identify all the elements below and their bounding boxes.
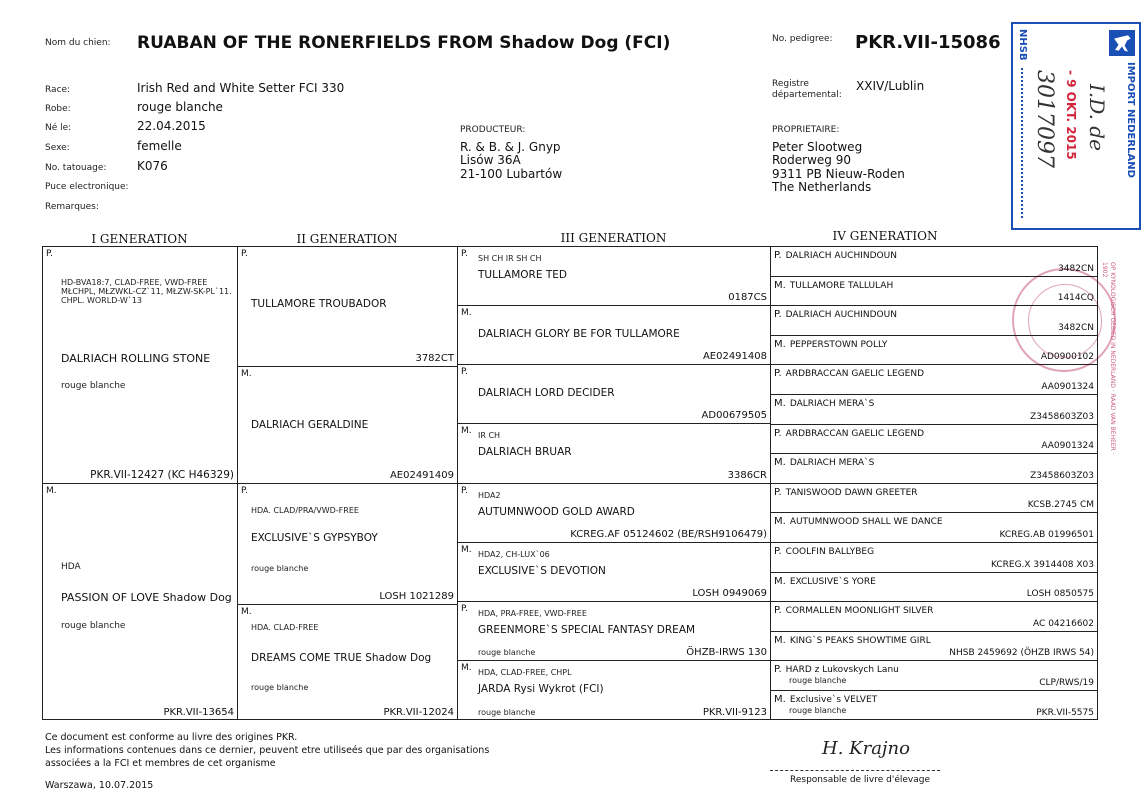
ancestor-registration: AD0900102 bbox=[1040, 352, 1094, 363]
ancestor-name: TULLAMORE TROUBADOR bbox=[251, 298, 387, 310]
place-date: Warszawa, 10.07.2015 bbox=[45, 780, 154, 791]
stamp-prefix: NHSB bbox=[1017, 29, 1028, 61]
ancestor-cell-gen3 bbox=[458, 365, 771, 424]
ancestor-cell-gen4 bbox=[771, 543, 1097, 573]
field-value: 22.04.2015 bbox=[137, 119, 206, 133]
ancestor-name: GREENMORE`S SPECIAL FANTASY DREAM bbox=[478, 624, 696, 636]
sex-marker: M. bbox=[46, 486, 57, 496]
ancestor-name: TULLAMORE TED bbox=[478, 269, 567, 281]
stamp-number-line bbox=[1021, 68, 1023, 218]
signature-caption: Responsable de livre d'élevage bbox=[790, 775, 931, 785]
ancestor-name bbox=[774, 694, 877, 705]
disclaimer-line: Les informations contenues dans ce dernier, peuvent etre utiliseés que par des organisations bbox=[45, 745, 490, 756]
ancestor-name-text: TULLAMORE TALLULAH bbox=[789, 280, 894, 291]
sex-marker: P. bbox=[241, 486, 248, 496]
ancestor-name-text: TANISWOOD DAWN GREETER bbox=[785, 487, 918, 498]
ancestor-name bbox=[774, 605, 933, 616]
ancestor-cell-gen4 bbox=[771, 632, 1097, 662]
sex-marker: P. bbox=[774, 427, 782, 439]
ancestor-registration: AD00679505 bbox=[701, 410, 767, 421]
ancestor-cell-gen4 bbox=[771, 602, 1097, 632]
ancestor-name bbox=[774, 635, 931, 646]
sex-marker: P. bbox=[774, 664, 782, 676]
owner-line: The Netherlands bbox=[772, 180, 872, 194]
ancestor-name: DALRIACH GERALDINE bbox=[251, 419, 369, 431]
ancestor-registration: CLP/RWS/19 bbox=[1039, 677, 1094, 688]
sex-marker: P. bbox=[774, 546, 782, 557]
ancestor-registration: 1414CQ bbox=[1057, 293, 1094, 304]
ancestor-name bbox=[774, 487, 918, 498]
ancestor-cell-gen3 bbox=[458, 543, 771, 602]
ancestor-registration: PKR.VII-9123 bbox=[702, 707, 767, 718]
ancestor-name bbox=[774, 398, 874, 409]
ancestor-name-text: EXCLUSIVE`S YORE bbox=[789, 576, 876, 587]
sex-marker: P. bbox=[461, 249, 468, 259]
ancestor-registration: NHSB 2459692 (ÖHZB IRWS 54) bbox=[949, 648, 1094, 659]
sex-marker: M. bbox=[774, 634, 786, 646]
sex-marker: P. bbox=[774, 368, 782, 380]
owner-block bbox=[772, 124, 905, 195]
owner-line: Peter Slootweg bbox=[772, 139, 863, 154]
field-value: Irish Red and White Setter FCI 330 bbox=[137, 81, 345, 95]
disclaimer bbox=[45, 731, 489, 770]
ancestor-cell-gen3 bbox=[458, 484, 771, 543]
ancestor-name-text: ARDBRACCAN GAELIC LEGEND bbox=[785, 428, 925, 439]
ancestor-registration: LOSH 0949069 bbox=[692, 588, 767, 599]
ancestor-registration: 0187CS bbox=[728, 292, 767, 303]
ancestor-name bbox=[774, 576, 876, 587]
ancestor-name bbox=[774, 664, 899, 675]
sex-marker: P. bbox=[241, 249, 248, 259]
ancestor-registration: 3386CR bbox=[727, 470, 767, 481]
field-label: Né le: bbox=[45, 123, 72, 133]
field-label: Race: bbox=[45, 85, 71, 95]
ancestor-registration: KCSB.2745 CM bbox=[1027, 500, 1094, 511]
ancestor-name bbox=[774, 280, 893, 291]
ancestor-name-text: ARDBRACCAN GAELIC LEGEND bbox=[785, 369, 925, 380]
ancestor-name bbox=[774, 250, 897, 261]
breeder-line: 21-100 Lubartów bbox=[460, 166, 563, 181]
ancestor-cell-gen2 bbox=[238, 247, 458, 367]
disclaimer-line: associées a la FCI et membres de cet organisme bbox=[45, 758, 276, 769]
ancestor-name-text: DALRIACH MERA`S bbox=[789, 399, 875, 409]
field-label: Robe: bbox=[45, 104, 71, 114]
ancestor-titles: IR CH bbox=[478, 431, 501, 440]
sex-marker: M. bbox=[774, 516, 786, 528]
sex-marker: M. bbox=[774, 694, 786, 705]
sex-marker: M. bbox=[461, 308, 472, 318]
ancestor-cell-gen4 bbox=[771, 247, 1097, 277]
ancestor-registration: 3482CN bbox=[1058, 322, 1094, 333]
generation-header: I GENERATION bbox=[91, 232, 188, 246]
ancestor-registration: KCREG.AB 01996501 bbox=[999, 529, 1094, 540]
pedigree-table bbox=[42, 246, 1098, 720]
ancestor-registration: AE02491409 bbox=[389, 470, 454, 481]
ancestor-cell-gen4 bbox=[771, 365, 1097, 395]
ancestor-titles: HDA2, CH-LUX`06 bbox=[478, 550, 550, 559]
ancestor-cell-gen4 bbox=[771, 277, 1097, 307]
import-stamp bbox=[1011, 22, 1141, 230]
ancestor-cell-gen3 bbox=[458, 661, 771, 720]
ancestor-registration: LOSH 0850575 bbox=[1026, 589, 1094, 600]
ancestor-name bbox=[774, 457, 874, 468]
ancestor-cell-gen2 bbox=[238, 484, 458, 605]
ancestor-name bbox=[774, 516, 943, 527]
owner-line: Roderweg 90 bbox=[772, 153, 851, 167]
registry-label-line: Registre bbox=[772, 79, 809, 89]
generation-header: III GENERATION bbox=[560, 231, 667, 245]
ancestor-name-text: Exclusive`s VELVET bbox=[789, 695, 878, 705]
ancestor-cell-gen4 bbox=[771, 425, 1097, 455]
ancestor-name-text: HARD z Lukovskych Lanu bbox=[785, 665, 899, 676]
ancestor-cell-gen4 bbox=[771, 454, 1097, 484]
owner-label: PROPRIETAIRE: bbox=[772, 125, 840, 135]
stamp-initials: I.D. de bbox=[1085, 84, 1109, 151]
ancestor-name bbox=[774, 546, 874, 557]
ancestor-cell-gen3 bbox=[458, 602, 771, 661]
ancestor-cell-gen1-dam bbox=[43, 484, 238, 720]
ancestor-name-text: AUTUMNWOOD SHALL WE DANCE bbox=[789, 517, 943, 528]
registry-value: XXIV/Lublin bbox=[856, 79, 925, 93]
sex-marker: M. bbox=[461, 545, 472, 555]
signature: H. Krajno bbox=[822, 738, 910, 759]
ancestor-name: DALRIACH BRUAR bbox=[478, 446, 572, 458]
ancestor-registration: 3482CN bbox=[1058, 263, 1094, 274]
ancestor-registration: Z3458603Z03 bbox=[1030, 411, 1094, 422]
ancestor-cell-gen4 bbox=[771, 573, 1097, 603]
field-label: No. tatouage: bbox=[45, 163, 107, 173]
breeder-label: PRODUCTEUR: bbox=[460, 125, 526, 135]
sex-marker: P. bbox=[774, 309, 782, 321]
sex-marker: M. bbox=[774, 457, 786, 469]
dog-logo-icon bbox=[1109, 30, 1135, 56]
ancestor-color: rouge blanche bbox=[61, 381, 126, 391]
ancestor-cell-gen4 bbox=[771, 691, 1097, 720]
ancestor-name: PASSION OF LOVE Shadow Dog bbox=[61, 591, 232, 604]
ancestor-registration: AE02491408 bbox=[702, 351, 767, 362]
sex-marker: P. bbox=[461, 486, 468, 496]
sex-marker: M. bbox=[461, 663, 472, 673]
field-label: Sexe: bbox=[45, 143, 70, 153]
dog-name: RUABAN OF THE RONERFIELDS FROM Shadow Dog (FCI) bbox=[137, 33, 671, 53]
ancestor-registration: AC 04216602 bbox=[1033, 618, 1094, 629]
ancestor-color: rouge blanche bbox=[789, 706, 847, 715]
ancestor-name-text: KING`S PEAKS SHOWTIME GIRL bbox=[789, 635, 931, 646]
ancestor-name-text: COOLFIN BALLYBEG bbox=[785, 547, 875, 557]
ancestor-name-text: DALRIACH AUCHINDOUN bbox=[785, 310, 897, 321]
ancestor-cell-gen2 bbox=[238, 605, 458, 720]
ancestor-name-text: DALRIACH MERA`S bbox=[789, 458, 875, 469]
pedigree-number: PKR.VII-15086 bbox=[855, 32, 1001, 53]
ancestor-name: DALRIACH ROLLING STONE bbox=[61, 352, 211, 365]
ancestor-titles: SH CH IR SH CH bbox=[478, 254, 542, 263]
ancestor-name bbox=[774, 368, 924, 379]
sex-marker: P. bbox=[774, 250, 782, 261]
registry-label-line: départemental: bbox=[772, 90, 842, 100]
ancestor-titles: HDA bbox=[61, 562, 81, 572]
ancestor-cell-gen4 bbox=[771, 306, 1097, 336]
ancestor-color: rouge blanche bbox=[251, 683, 309, 692]
sex-marker: M. bbox=[774, 338, 786, 350]
ancestor-cell-gen3 bbox=[458, 247, 771, 306]
ancestor-titles: HDA. CLAD-FREE bbox=[251, 623, 319, 632]
sex-marker: M. bbox=[241, 369, 252, 379]
ancestor-name: AUTUMNWOOD GOLD AWARD bbox=[478, 506, 635, 518]
ancestor-registration: Z3458603Z03 bbox=[1030, 470, 1094, 481]
ancestor-cell-gen1-sire bbox=[43, 247, 238, 484]
field-value: femelle bbox=[137, 139, 182, 153]
sex-marker: P. bbox=[461, 367, 468, 377]
field-value: K076 bbox=[137, 159, 168, 173]
ancestor-titles: HDA. CLAD/PRA/VWD-FREE bbox=[251, 506, 359, 515]
ancestor-cell-gen4 bbox=[771, 484, 1097, 514]
ancestor-name: JARDA Rysi Wykrot (FCI) bbox=[478, 683, 604, 695]
ancestor-registration: ÖHZB-IRWS 130 bbox=[686, 647, 767, 658]
ancestor-cell-gen3 bbox=[458, 306, 771, 365]
ancestor-registration: KCREG.X 3914408 X03 bbox=[990, 559, 1094, 570]
ancestor-titles: HDA2 bbox=[478, 491, 501, 500]
ancestor-registration: AA0901324 bbox=[1041, 441, 1094, 452]
ancestor-cell-gen4 bbox=[771, 395, 1097, 425]
generation-header: IV GENERATION bbox=[832, 229, 938, 243]
pedigree-label: No. pedigree: bbox=[772, 34, 833, 44]
field-label: Puce electronique: bbox=[45, 182, 129, 192]
ancestor-cell-gen4 bbox=[771, 336, 1097, 366]
dog-name-label: Nom du chien: bbox=[45, 38, 111, 48]
stamp-date: - 9 OKT. 2015 bbox=[1064, 70, 1078, 160]
ancestor-color: rouge blanche bbox=[61, 621, 126, 631]
ancestor-name bbox=[774, 428, 924, 439]
field-label: Remarques: bbox=[45, 202, 99, 212]
sex-marker: P. bbox=[46, 249, 53, 259]
ancestor-name: EXCLUSIVE`S GYPSYBOY bbox=[251, 532, 378, 544]
ancestor-registration: PKR.VII-5575 bbox=[1036, 708, 1094, 718]
ancestor-registration: KCREG.AF 05124602 (BE/RSH9106479) bbox=[570, 529, 767, 540]
disclaimer-line: Ce document est conforme au livre des origines PKR. bbox=[45, 732, 298, 743]
ancestor-name-text: DALRIACH AUCHINDOUN bbox=[785, 251, 897, 261]
ancestor-color: rouge blanche bbox=[478, 708, 536, 717]
ancestor-cell-gen3 bbox=[458, 424, 771, 484]
ancestor-registration: 3782CT bbox=[415, 353, 454, 364]
ancestor-name: DALRIACH LORD DECIDER bbox=[478, 387, 615, 399]
ancestor-titles: HD-BVA18:7, CLAD-FREE, VWD-FREE MŁCHPL, MŁZWKL-CZ`11, MŁZW-SK-PL`11. CHPL. WORLD-W`13 bbox=[61, 278, 232, 305]
ancestor-name bbox=[774, 309, 897, 320]
seal-text: OP KYNOLOGISCH GEBIED IN NEDERLAND · RAAD VAN BEHEER · 1902 bbox=[1101, 262, 1116, 455]
sex-marker: M. bbox=[241, 607, 252, 617]
sex-marker: M. bbox=[774, 398, 786, 409]
ancestor-name-text: PEPPERSTOWN POLLY bbox=[789, 339, 888, 350]
breeder-line: Lisów 36A bbox=[460, 153, 521, 167]
breeder-line: R. & B. & J. Gnyp bbox=[460, 139, 561, 154]
stamp-number: 3017097 bbox=[1032, 70, 1057, 168]
ancestor-titles: HDA, CLAD-FREE, CHPL bbox=[478, 668, 572, 677]
sex-marker: M. bbox=[774, 279, 786, 291]
ancestor-name bbox=[774, 339, 887, 350]
ancestor-color: rouge blanche bbox=[478, 648, 536, 657]
stamp-title: IMPORT NEDERLAND bbox=[1125, 62, 1136, 178]
ancestor-titles: HDA, PRA-FREE, VWD-FREE bbox=[478, 609, 587, 618]
sex-marker: M. bbox=[461, 426, 472, 436]
ancestor-registration: PKR.VII-13654 bbox=[163, 707, 234, 718]
ancestor-name: DREAMS COME TRUE Shadow Dog bbox=[251, 652, 432, 664]
sex-marker: M. bbox=[774, 575, 786, 587]
ancestor-registration: LOSH 1021289 bbox=[379, 591, 454, 602]
sex-marker: P. bbox=[774, 486, 782, 498]
owner-line: 9311 PB Nieuw-Roden bbox=[772, 166, 905, 181]
sex-marker: P. bbox=[461, 604, 468, 614]
ancestor-color: rouge blanche bbox=[251, 564, 309, 573]
ancestor-name-text: CORMALLEN MOONLIGHT SILVER bbox=[785, 606, 934, 617]
generation-header: II GENERATION bbox=[296, 232, 398, 246]
signature-line bbox=[770, 770, 940, 771]
ancestor-color: rouge blanche bbox=[789, 676, 847, 686]
ancestor-name: DALRIACH GLORY BE FOR TULLAMORE bbox=[478, 328, 680, 340]
field-value: rouge blanche bbox=[137, 100, 223, 114]
ancestor-cell-gen4 bbox=[771, 661, 1097, 691]
registry-label bbox=[772, 79, 842, 101]
ancestor-name: EXCLUSIVE`S DEVOTION bbox=[478, 565, 606, 577]
ancestor-registration: AA0901324 bbox=[1041, 381, 1094, 392]
ancestor-registration: PKR.VII-12024 bbox=[383, 707, 454, 718]
ancestor-registration: PKR.VII-12427 (KC H46329) bbox=[90, 469, 234, 481]
ancestor-cell-gen4 bbox=[771, 513, 1097, 543]
ancestor-cell-gen2 bbox=[238, 367, 458, 484]
sex-marker: P. bbox=[774, 605, 782, 617]
breeder-block bbox=[460, 124, 562, 181]
